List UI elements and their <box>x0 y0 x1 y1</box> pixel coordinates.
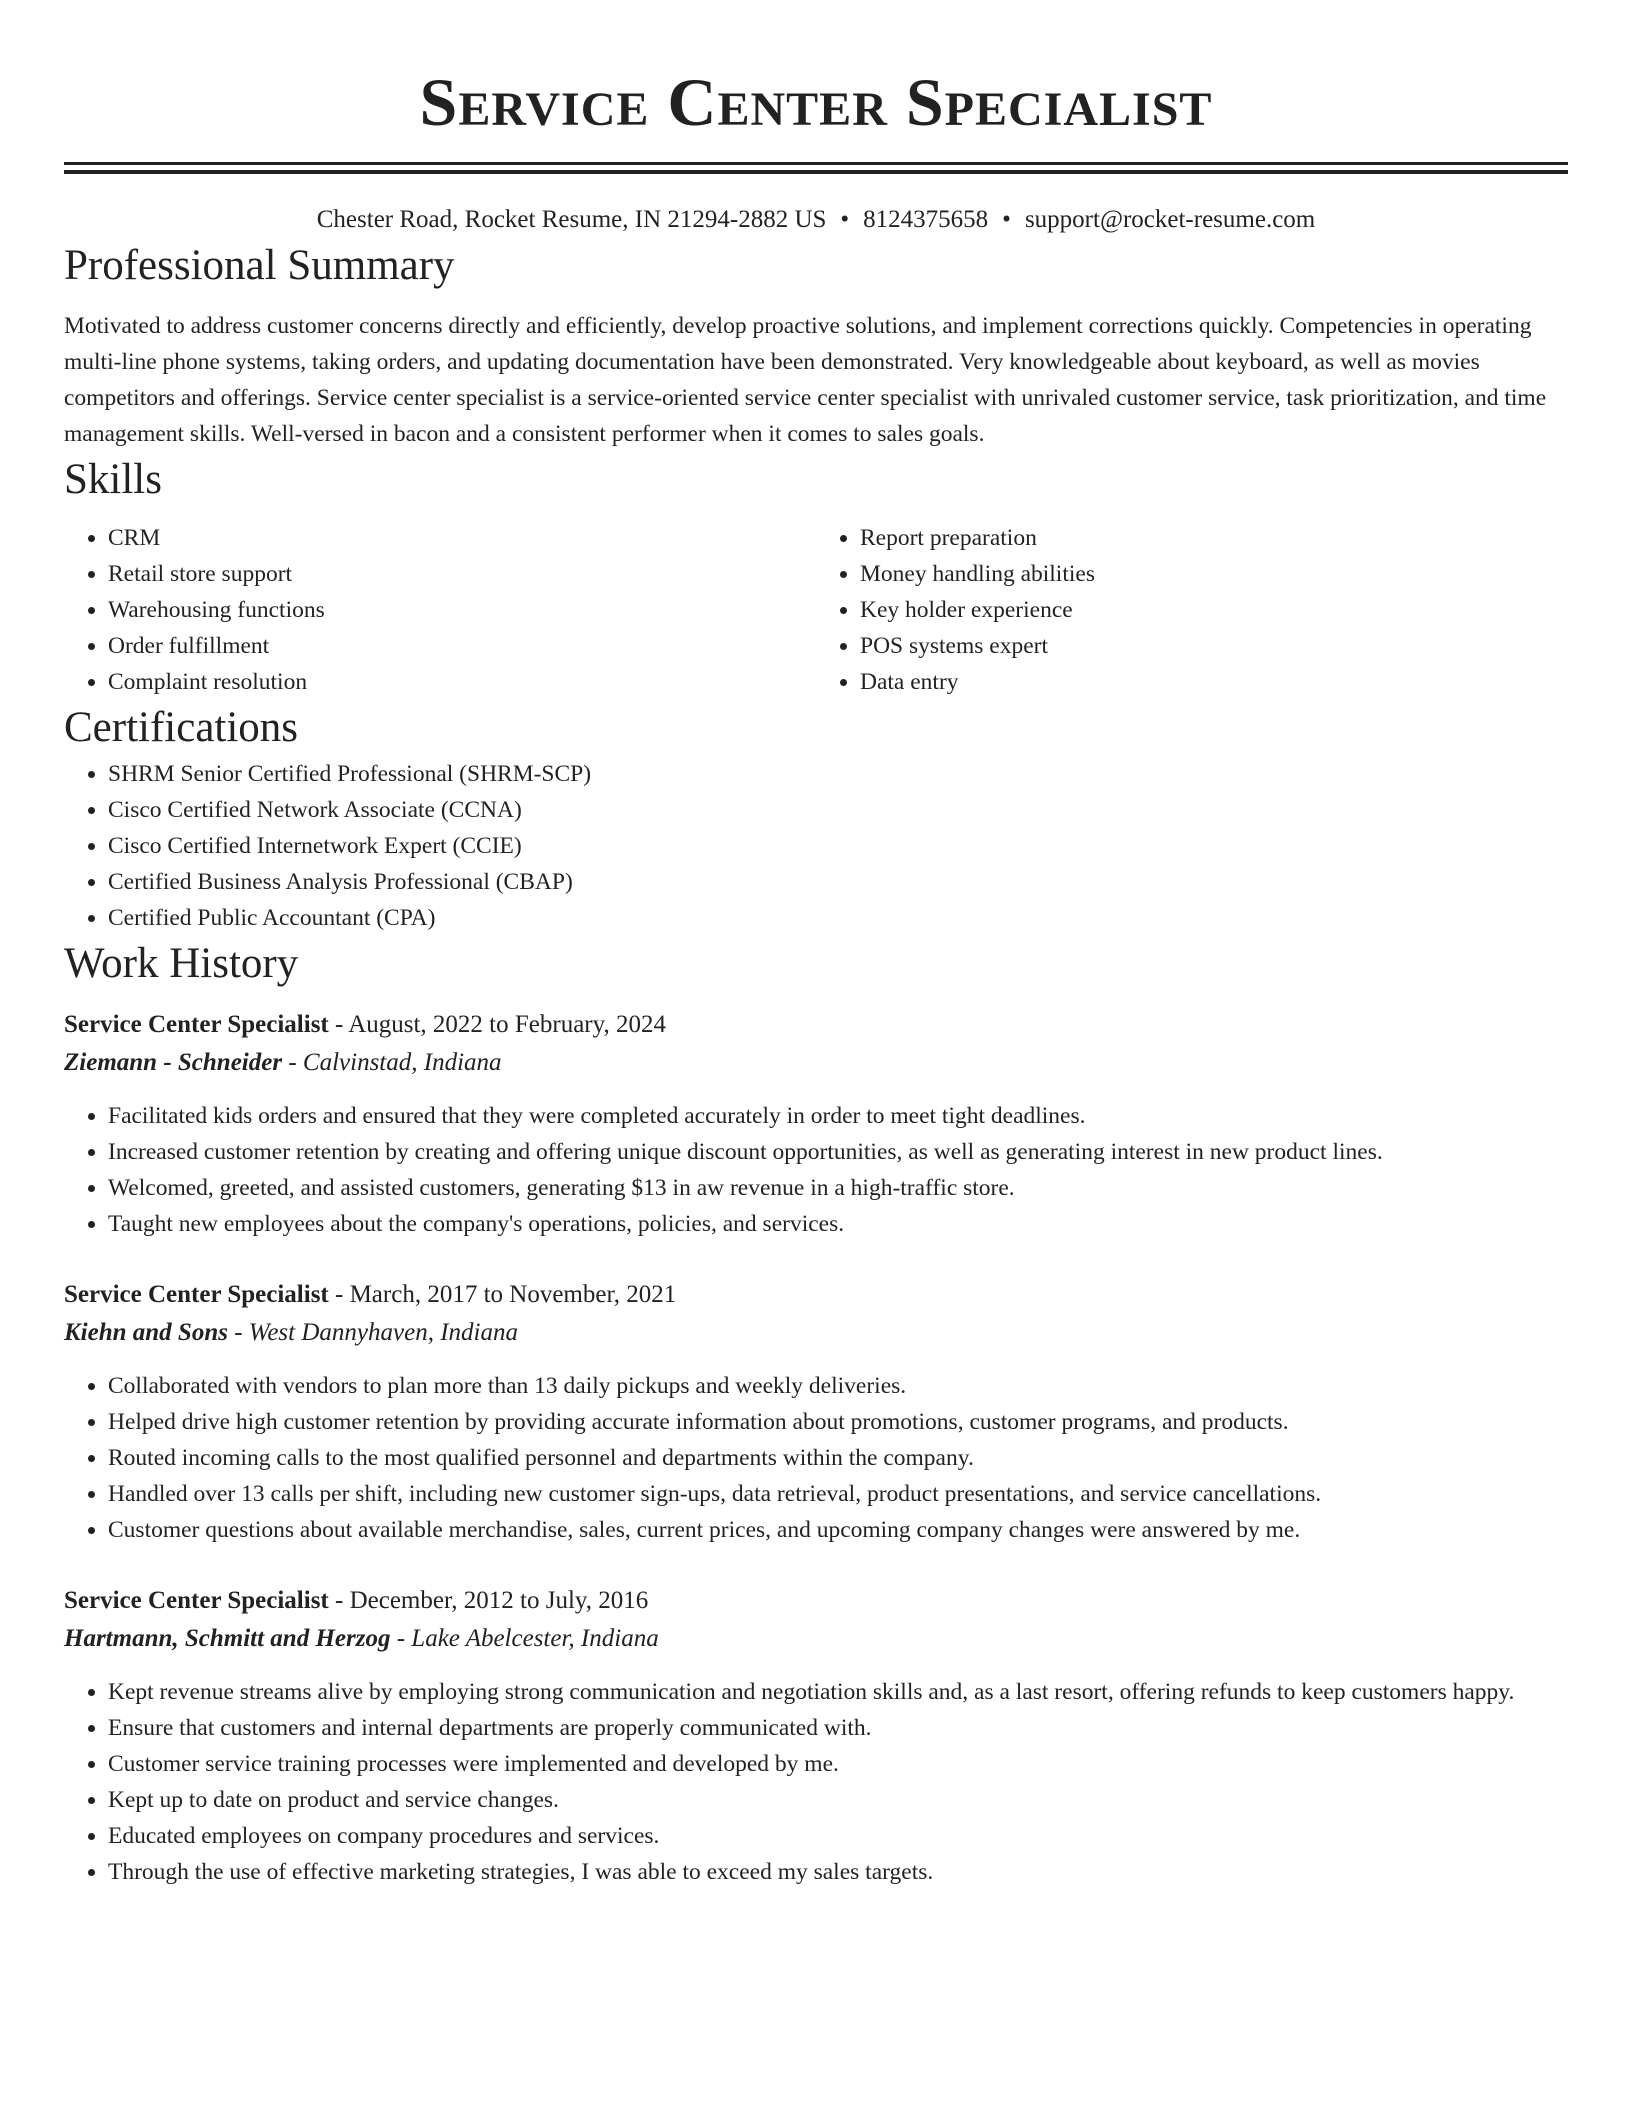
contact-phone: 8124375658 <box>863 206 989 233</box>
job-bullet: • Customer service training processes were implemented and developed by me. <box>108 1746 1568 1782</box>
job-dash: - <box>227 1319 249 1346</box>
contact-email: support@rocket-resume.com <box>1024 206 1316 233</box>
skill-item: • Report preparation <box>860 520 1568 556</box>
job-bullets <box>64 1098 1568 1242</box>
job-bullets <box>64 1368 1568 1548</box>
summary-section <box>64 238 1568 452</box>
skills-list-left <box>64 520 816 700</box>
skill-item: • POS systems expert <box>860 628 1568 664</box>
skills-list-right <box>816 520 1568 700</box>
job-dash: - <box>328 1011 349 1038</box>
job-company-line <box>64 1314 1568 1352</box>
skill-item: • Retail store support <box>108 556 816 592</box>
job-bullet: • Ensure that customers and internal departments are properly communicated with. <box>108 1710 1568 1746</box>
header-rule-bottom <box>64 170 1568 174</box>
job-entry <box>64 1582 1568 1890</box>
work-history-heading: Work History <box>64 940 299 987</box>
job-dash: - <box>328 1281 350 1308</box>
job-bullet: • Taught new employees about the company's operations, policies, and services. <box>108 1206 1568 1242</box>
skill-item: • Order fulfillment <box>108 628 816 664</box>
skills-columns <box>64 520 1568 700</box>
job-dates: December, 2012 to July, 2016 <box>349 1587 649 1614</box>
skill-item: • Data entry <box>860 664 1568 700</box>
job-company-line <box>64 1620 1568 1658</box>
job-bullet: • Facilitated kids orders and ensured that they were completed accurately in order to meet tight deadlines. <box>108 1098 1568 1134</box>
skill-item: • Warehousing functions <box>108 592 816 628</box>
certifications-heading: Certifications <box>64 704 299 751</box>
job-bullet: • Welcomed, greeted, and assisted customers, generating $13 in aw revenue in a high-traffic store. <box>108 1170 1568 1206</box>
job-title: Service Center Specialist <box>64 1587 329 1614</box>
contact-address: Chester Road, Rocket Resume, IN 21294-2882 US <box>316 206 827 233</box>
job-company-line <box>64 1044 1568 1082</box>
skills-heading: Skills <box>64 456 162 503</box>
certification-item: • Certified Business Analysis Professional (CBAP) <box>108 864 1568 900</box>
job-bullet: • Increased customer retention by creating and offering unique discount opportunities, as well as generating interest in new product lines. <box>108 1134 1568 1170</box>
job-title-line <box>64 1276 1568 1314</box>
job-dash: - <box>282 1049 303 1076</box>
skill-item: • Key holder experience <box>860 592 1568 628</box>
job-bullet: • Helped drive high customer retention by providing accurate information about promotions, customer programs, and products. <box>108 1404 1568 1440</box>
job-bullet: • Customer questions about available merchandise, sales, current prices, and upcoming company changes were answered by me. <box>108 1512 1568 1548</box>
skills-section <box>64 452 1568 700</box>
job-title-line <box>64 1582 1568 1620</box>
job-bullet: • Routed incoming calls to the most qualified personnel and departments within the company. <box>108 1440 1568 1476</box>
certifications-list <box>64 756 1568 936</box>
job-bullet: • Kept revenue streams alive by employing strong communication and negotiation skills and, as a last resort, offering refunds to keep customers happy. <box>108 1674 1568 1710</box>
header-rule-top <box>64 162 1568 165</box>
skill-item: • Money handling abilities <box>860 556 1568 592</box>
job-location: Calvinstad, Indiana <box>302 1049 502 1076</box>
job-company: Ziemann - Schneider <box>64 1049 283 1076</box>
job-bullets <box>64 1674 1568 1890</box>
job-bullet: • Through the use of effective marketing strategies, I was able to exceed my sales targets. <box>108 1854 1568 1890</box>
certification-item: • Certified Public Accountant (CPA) <box>108 900 1568 936</box>
certification-item: • Cisco Certified Network Associate (CCNA) <box>108 792 1568 828</box>
job-entry <box>64 1276 1568 1548</box>
certification-item: • Cisco Certified Internetwork Expert (CCIE) <box>108 828 1568 864</box>
certification-item: • SHRM Senior Certified Professional (SHRM-SCP) <box>108 756 1568 792</box>
job-dash: - <box>328 1587 350 1614</box>
job-dates: March, 2017 to November, 2021 <box>349 1281 677 1308</box>
skill-item: • CRM <box>108 520 816 556</box>
resume-name: Service Center Specialist <box>419 64 1213 140</box>
summary-heading: Professional Summary <box>64 242 455 289</box>
job-dash: - <box>390 1625 412 1652</box>
contact-separator: • <box>1002 206 1011 233</box>
summary-text: Motivated to address customer concerns directly and efficiently, develop proactive solutions, and implement corrections quickly. Competencies in operating multi-line phone systems, taking orders, and updating documentation have been demonstrated. Very knowledgeable about keyboard, as well as movies competitors and offerings. Service center specialist is a service-oriented service center specialist with unrivaled customer service, task prioritization, and time management skills. Well-versed in bacon and a consistent performer when it comes to sales goals. <box>64 313 1547 447</box>
job-title: Service Center Specialist <box>64 1281 329 1308</box>
job-location: West Dannyhaven, Indiana <box>248 1319 518 1346</box>
job-company: Kiehn and Sons <box>64 1319 228 1346</box>
job-entry <box>64 1006 1568 1242</box>
job-dates: August, 2022 to February, 2024 <box>348 1011 667 1038</box>
job-bullet: • Educated employees on company procedures and services. <box>108 1818 1568 1854</box>
certifications-section <box>64 700 1568 936</box>
job-bullet: • Handled over 13 calls per shift, including new customer sign-ups, data retrieval, product presentations, and service cancellations. <box>108 1476 1568 1512</box>
job-bullet: • Kept up to date on product and service changes. <box>108 1782 1568 1818</box>
work-history-section <box>64 936 1568 1890</box>
job-bullet: • Collaborated with vendors to plan more than 13 daily pickups and weekly deliveries. <box>108 1368 1568 1404</box>
job-location: Lake Abelcester, Indiana <box>411 1625 659 1652</box>
job-title: Service Center Specialist <box>64 1011 329 1038</box>
contact-separator: • <box>840 206 850 233</box>
skill-item: • Complaint resolution <box>108 664 816 700</box>
contact-line <box>64 202 1568 238</box>
job-title-line <box>64 1006 1568 1044</box>
job-company: Hartmann, Schmitt and Herzog <box>64 1625 391 1652</box>
